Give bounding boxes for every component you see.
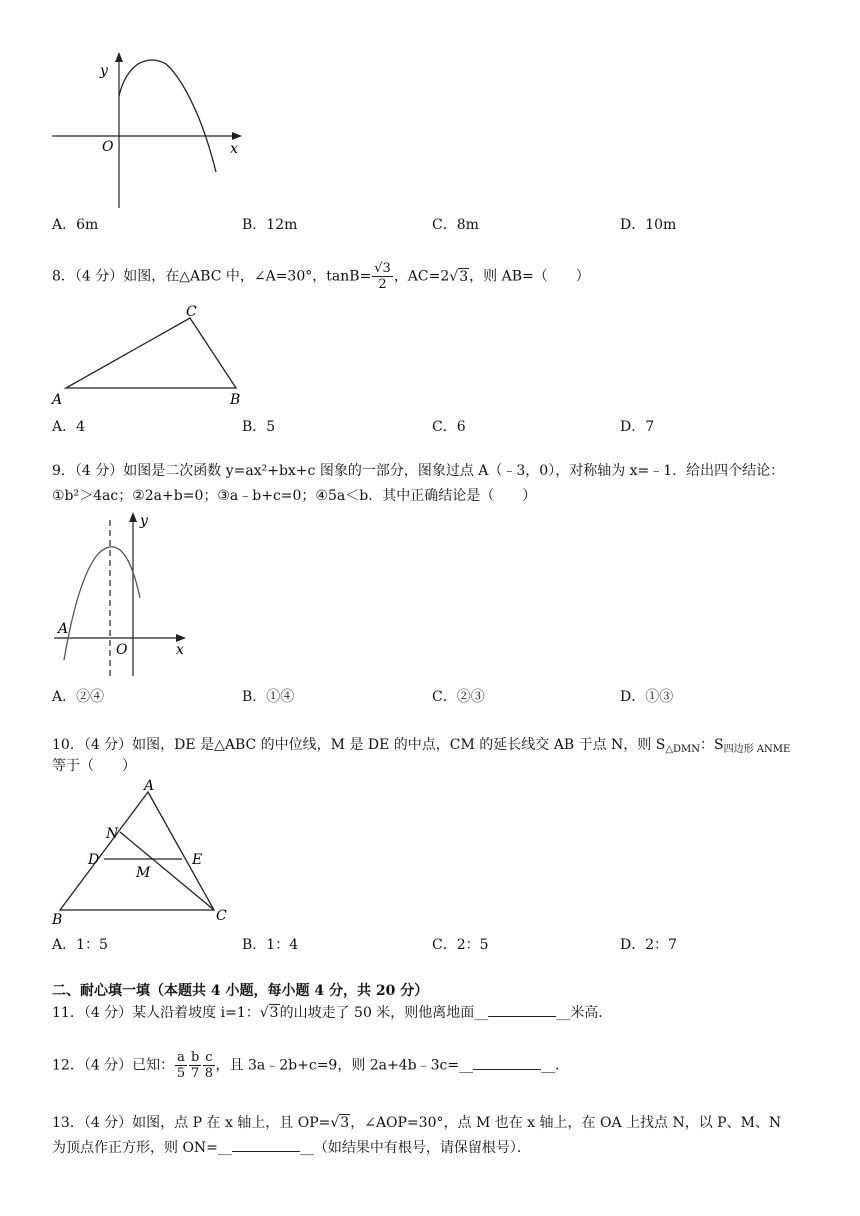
q13-stem-line2-part-b: __（如结果中有根号，请保留根号）．: [299, 1140, 531, 1156]
q8-label-b: B: [230, 392, 241, 408]
q10-label-n: N: [106, 826, 119, 842]
q7-option-d[interactable]: D．10m: [620, 217, 677, 233]
q10-option-c[interactable]: C．2：5: [432, 937, 489, 953]
q8-stem: [52, 261, 590, 292]
q10-stem-part-a: 10．（4 分）如图，DE 是△ABC 的中位线，M 是 DE 的中点，CM 的延长线交 AB 于点 N，则 S: [52, 737, 666, 753]
q8-tanb-fraction: [372, 261, 393, 292]
q7-x-label: x: [230, 141, 238, 157]
q9-option-a[interactable]: A．②④: [52, 689, 105, 705]
q12-stem-part-c: __．: [541, 1057, 570, 1074]
q8-triangle-figure: [48, 304, 258, 408]
section-2-title: 二、耐心填一填（本题共 4 小题，每小题 4 分，共 20 分）: [52, 983, 429, 999]
q12-frac-c: $\frac{c}{8}$: [204, 1050, 214, 1081]
q13-stem-line2: [52, 1137, 531, 1157]
q9-origin-label: O: [116, 642, 128, 658]
q10-sub-dmn: △DMN: [665, 744, 701, 755]
q7-parabola-graph: [48, 50, 258, 212]
q12-stem-part-a: 12．（4 分）已知：: [52, 1057, 175, 1074]
q8-triangle: [66, 318, 236, 388]
q8-stem-part-b: ，AC=: [393, 268, 441, 285]
q10-option-a[interactable]: A．1：5: [52, 937, 108, 953]
q8-label-c: C: [186, 304, 197, 320]
q10-label-c: C: [216, 908, 227, 924]
q10-option-b[interactable]: B．1：4: [242, 937, 299, 953]
q9-option-c[interactable]: C．②③: [432, 689, 485, 705]
q10-label-b: B: [52, 912, 63, 928]
q11-stem-part-c: __米高．: [556, 1005, 613, 1021]
q11-sqrt: √3: [259, 1005, 279, 1021]
q12-answer-blank[interactable]: [473, 1055, 541, 1070]
q9-stem-line1: 9．（4 分）如图是二次函数 y=ax²+bx+c 图象的一部分，图象过点 A（﹣3，0），对称轴为 x=﹣1．给出四个结论：: [52, 463, 785, 479]
q9-y-label: y: [140, 513, 148, 529]
q13-stem-part-a: 13．（4 分）如图，点 P 在 x 轴上，且 OP=: [52, 1115, 331, 1131]
q10-stem-line2: 等于（ ）: [52, 758, 136, 774]
q8-ac-coef: 2: [440, 268, 450, 285]
q7-option-b[interactable]: B．12m: [242, 217, 298, 233]
q8-option-d[interactable]: D．7: [620, 419, 655, 435]
q9-option-d[interactable]: D．①③: [620, 689, 674, 705]
q7-option-a[interactable]: A．6m: [52, 217, 99, 233]
q8-label-a: A: [52, 392, 63, 408]
q8-frac-num: √3: [374, 261, 391, 276]
q13-stem-line1: [52, 1112, 781, 1132]
q10-segment-cn: [120, 832, 214, 910]
q10-label-d: D: [88, 852, 100, 868]
q7-y-arrow: [115, 52, 123, 62]
q8-frac-den: 2: [378, 277, 387, 292]
q9-stem-line2: ①b²＞4ac；②2a+b=0；③a﹣b+c=0；④5a＜b．其中正确结论是（ ）: [52, 488, 537, 504]
q10-label-e: E: [192, 852, 203, 868]
q10-stem-line1: [52, 734, 790, 755]
q13-stem-part-b: ，∠AOP=30°，点 M 也在 x 轴上，在 OA 上找点 N，以 P、M、N: [350, 1115, 782, 1131]
q8-option-c[interactable]: C．6: [432, 419, 466, 435]
q10-option-d[interactable]: D．2：7: [620, 937, 678, 953]
q13-answer-blank[interactable]: [232, 1137, 300, 1152]
q9-parabola-curve: [64, 547, 140, 660]
q9-x-arrow: [176, 634, 186, 642]
q8-option-b[interactable]: B．5: [242, 419, 276, 435]
q12-frac-a: $\frac{a}{5}$: [176, 1050, 186, 1081]
q11-stem-part-b: 的山坡走了 50 米，则他离地面__: [279, 1005, 489, 1021]
q10-triangle-abc: [60, 792, 214, 910]
q13-sqrt: √3: [330, 1115, 350, 1131]
q9-option-b[interactable]: B．①④: [242, 689, 295, 705]
q11-answer-blank[interactable]: [488, 1002, 556, 1017]
q9-x-label: x: [176, 642, 184, 658]
q10-stem-part-b: ：S: [700, 737, 724, 753]
q7-option-c[interactable]: C．8m: [432, 217, 479, 233]
q9-parabola-graph: [48, 508, 198, 680]
q13-stem-line2-part-a: 为顶点作正方形，则 ON=__: [52, 1140, 232, 1156]
q7-parabola-curve: [119, 60, 216, 172]
q8-ac-sqrt: √3: [449, 268, 469, 285]
q8-option-a[interactable]: A．4: [52, 419, 86, 435]
q7-x-arrow: [232, 132, 242, 140]
q10-sub-anme: 四边形 ANME: [723, 744, 791, 755]
q10-label-m: M: [136, 865, 151, 881]
q12-frac-b: $\frac{b}{7}$: [190, 1050, 200, 1081]
q12-stem: [52, 1050, 569, 1081]
q9-y-arrow: [129, 512, 137, 522]
q10-triangle-figure: [48, 776, 248, 928]
q7-origin-label: O: [102, 139, 114, 155]
q12-stem-part-b: ，且 3a﹣2b+c=9，则 2a+4b﹣3c=__: [215, 1057, 474, 1074]
q8-stem-part-c: ，则 AB=（ ）: [469, 268, 590, 285]
q11-stem-part-a: 11．（4 分）某人沿着坡度 i=1：: [52, 1005, 260, 1021]
q7-y-label: y: [100, 63, 108, 79]
q8-stem-part-a: 8．（4 分）如图，在△ABC 中，∠A=30°，tanB=: [52, 268, 372, 285]
q10-label-a: A: [144, 778, 155, 794]
q9-point-a-label: A: [58, 621, 69, 637]
q11-stem: [52, 1002, 612, 1022]
